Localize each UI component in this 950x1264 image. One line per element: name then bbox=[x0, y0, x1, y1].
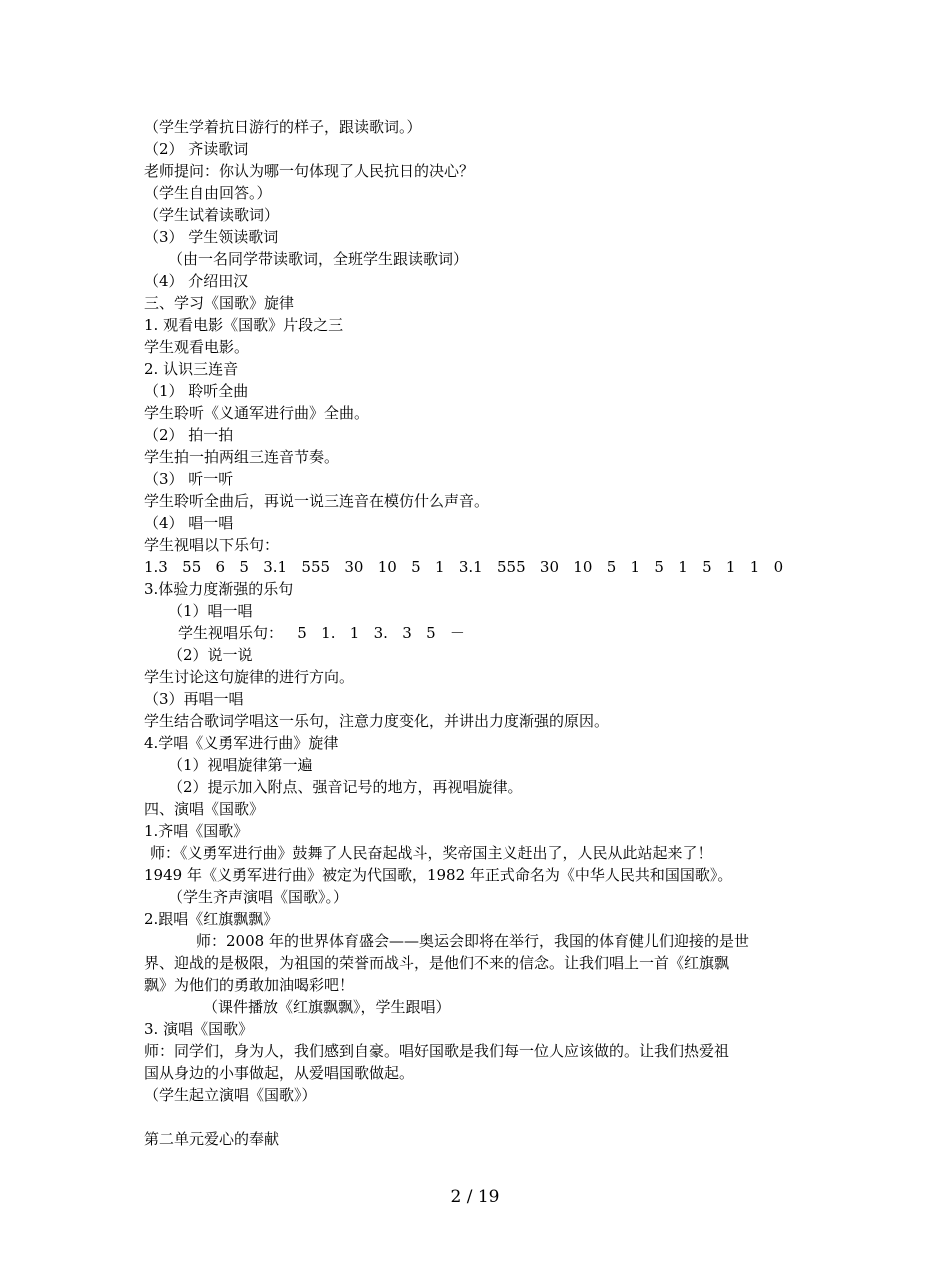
text-line: 师：2008 年的世界体育盛会——奥运会即将在举行，我国的体育健儿们迎接的是世 bbox=[196, 932, 749, 950]
text-line: （学生学着抗日游行的样子，跟读歌词。） bbox=[144, 118, 422, 136]
text-line: 师：同学们，身为人，我们感到自豪。唱好国歌是我们每一位人应该做的。让我们热爱祖 bbox=[144, 1042, 730, 1060]
text-line: （学生试着读歌词） bbox=[144, 206, 280, 224]
text-line: （2） 拍一拍 bbox=[144, 426, 234, 444]
text-line: 学生聆听全曲后，再说一说三连音在模仿什么声音。 bbox=[144, 492, 490, 510]
text-line: （1）视唱旋律第一遍 bbox=[168, 756, 313, 774]
text-line: 老师提问：你认为哪一句体现了人民抗日的决心？ bbox=[144, 162, 475, 180]
text-line: （1） 聆听全曲 bbox=[144, 382, 249, 400]
text-line: （学生起立演唱《国歌》） bbox=[144, 1086, 317, 1104]
text-line: 学生讨论这句旋律的进行方向。 bbox=[144, 668, 355, 686]
text-line: 学生聆听《义通军进行曲》全曲。 bbox=[144, 404, 370, 422]
text-line: （课件播放《红旗飘飘》，学生跟唱） bbox=[203, 998, 451, 1016]
text-line: （4） 唱一唱 bbox=[144, 514, 234, 532]
section-heading: 四、演唱《国歌》 bbox=[144, 800, 265, 818]
text-line: 1.齐唱《国歌》 bbox=[144, 822, 249, 840]
text-line: 师：《义勇军进行曲》鼓舞了人民奋起战斗，奖帝国主义赶出了，人民从此站起来了！ bbox=[150, 844, 713, 862]
text-line: 学生视唱以下乐句： bbox=[144, 536, 280, 554]
text-line: 学生拍一拍两组三连音节奏。 bbox=[144, 448, 340, 466]
text-line: （3） 学生领读歌词 bbox=[144, 228, 279, 246]
text-line: （2）说一说 bbox=[168, 646, 253, 664]
notation-line: 学生视唱乐句： 5 1. 1 3. 3 5 － bbox=[178, 624, 465, 642]
text-line: 学生结合歌词学唱这一乐句，注意力度变化，并讲出力度渐强的原因。 bbox=[144, 712, 610, 730]
text-line: （4） 介绍田汉 bbox=[144, 272, 249, 290]
text-line: 2. 认识三连音 bbox=[144, 360, 239, 378]
text-line: 4.学唱《义勇军进行曲》旋律 bbox=[144, 734, 339, 752]
text-line: 国从身边的小事做起，从爱唱国歌做起。 bbox=[144, 1064, 415, 1082]
text-line: （由一名同学带读歌词，全班学生跟读歌词） bbox=[168, 250, 469, 268]
text-line: 1949 年《义勇军进行曲》被定为代国歌，1982 年正式命名为《中华人民共和国国歌》。 bbox=[144, 866, 733, 884]
page-number: 2 / 19 bbox=[450, 1187, 500, 1207]
text-line: （3）再唱一唱 bbox=[144, 690, 244, 708]
text-line: （3） 听一听 bbox=[144, 470, 234, 488]
text-line: （学生齐声演唱《国歌》。） bbox=[168, 888, 349, 906]
text-line: 学生观看电影。 bbox=[144, 338, 250, 356]
notation-line: 1.3 55 6 5 3.1 555 30 10 5 1 3.1 555 30 10 5 1 5 1 5 1 1 0 bbox=[144, 558, 784, 576]
text-line: 界、迎战的是极限，为祖国的荣誉而战斗，是他们不来的信念。让我们唱上一首《红旗飘 bbox=[144, 954, 730, 972]
section-heading: 三、学习《国歌》旋律 bbox=[144, 294, 295, 312]
text-line: （学生自由回答。） bbox=[144, 184, 272, 202]
text-line: 2.跟唱《红旗飘飘》 bbox=[144, 910, 279, 928]
text-line: （2） 齐读歌词 bbox=[144, 140, 249, 158]
text-line: 飘》为他们的勇敢加油喝彩吧！ bbox=[144, 976, 355, 994]
text-line: （2）提示加入附点、强音记号的地方，再视唱旋律。 bbox=[168, 778, 523, 796]
text-line: 3. 演唱《国歌》 bbox=[144, 1020, 254, 1038]
text-line: 1. 观看电影《国歌》片段之三 bbox=[144, 316, 344, 334]
text-line: （1）唱一唱 bbox=[168, 602, 253, 620]
text-line: 3.体验力度渐强的乐句 bbox=[144, 580, 294, 598]
unit-heading: 第二单元爱心的奉献 bbox=[144, 1130, 280, 1148]
